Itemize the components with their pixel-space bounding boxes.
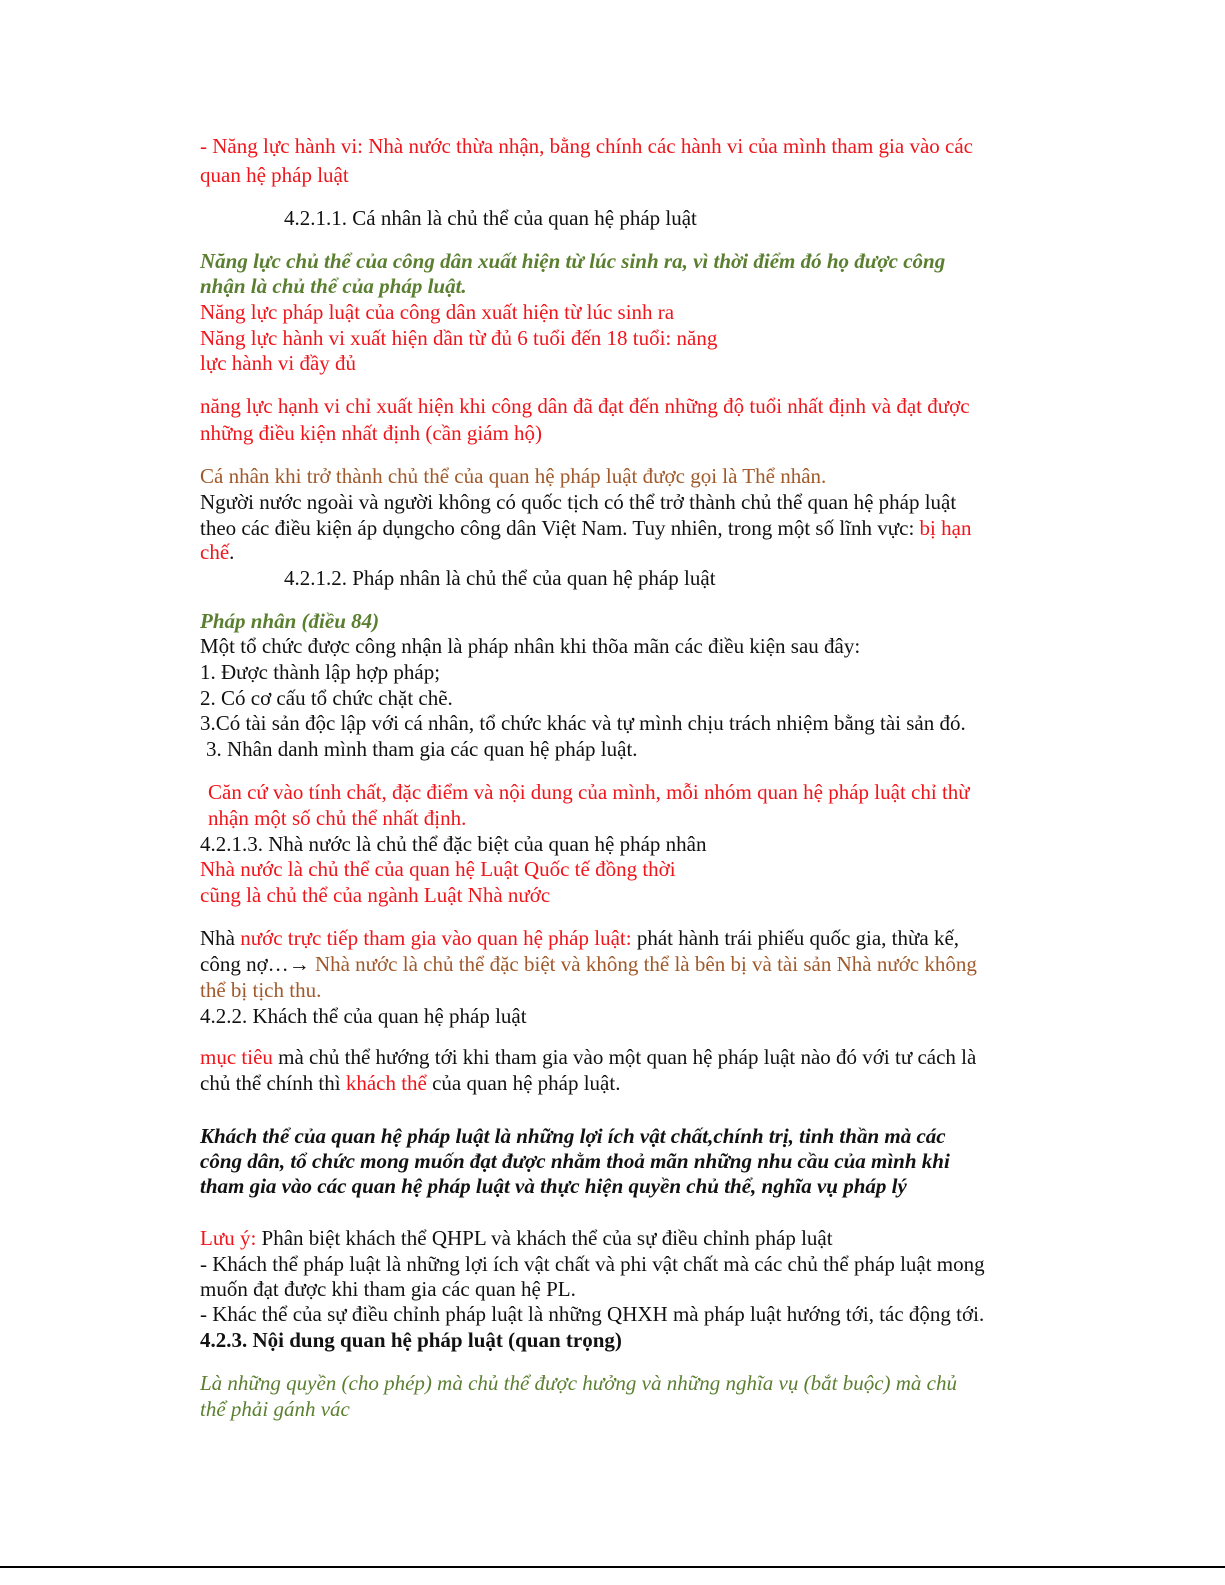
text-line: những điều kiện nhất định (cần giám hộ) xyxy=(200,421,543,445)
text-line: Căn cứ vào tính chất, đặc điểm và nội dung của mình, mỗi nhóm quan hệ pháp luật chỉ thừ xyxy=(208,780,970,804)
page-bottom-rule xyxy=(0,1566,1225,1568)
section-heading-4-2-1-3: 4.2.1.3. Nhà nước là chủ thể đặc biệt của quan hệ pháp nhân xyxy=(200,832,707,856)
section-heading-4-2-1-1: 4.2.1.1. Cá nhân là chủ thể của quan hệ pháp luật xyxy=(284,206,697,230)
text-line: Nhà nước là chủ thể của quan hệ Luật Quốc tế đồng thời xyxy=(200,857,676,881)
text-line: quan hệ pháp luật xyxy=(200,163,349,187)
text-line xyxy=(200,540,234,564)
text-line: Người nước ngoài và người không có quốc tịch có thể trở thành chủ thể quan hệ pháp luật xyxy=(200,490,957,514)
section-heading-4-2-2: 4.2.2. Khách thể của quan hệ pháp luật xyxy=(200,1004,527,1028)
text-span: Lưu ý: xyxy=(200,1226,257,1250)
text-span: chế xyxy=(200,540,230,564)
text-span: phát hành trái phiếu quốc gia, thừa kế, xyxy=(631,926,960,950)
text-line xyxy=(200,926,959,950)
emphasis-line: thể phải gánh vác xyxy=(200,1397,350,1421)
list-item: 3. Nhân danh mình tham gia các quan hệ pháp luật. xyxy=(206,737,638,761)
text-line: - Năng lực hành vi: Nhà nước thừa nhận, bằng chính các hành vi của mình tham gia vào các xyxy=(200,134,973,158)
text-line: Năng lực hành vi xuất hiện dần từ đủ 6 tuổi đến 18 tuổi: năng xyxy=(200,326,718,350)
text-line: thể bị tịch thu. xyxy=(200,978,322,1002)
text-line: năng lực hạnh vi chỉ xuất hiện khi công dân đã đạt đến những độ tuổi nhất định và đạt được xyxy=(200,394,970,418)
text-span: bị hạn xyxy=(919,516,972,540)
list-item: 1. Được thành lập hợp pháp; xyxy=(200,660,441,684)
text-span: nước trực tiếp tham gia vào quan hệ pháp luật: xyxy=(240,926,632,950)
emphasis-line: Năng lực chủ thể của công dân xuất hiện từ lúc sinh ra, vì thời điểm đó họ được công xyxy=(200,249,946,273)
text-span: theo các điều kiện áp dụngcho công dân Việt Nam. Tuy nhiên, trong một số lĩnh vực: xyxy=(200,516,920,540)
text-line: - Khác thể của sự điều chỉnh pháp luật là những QHXH mà pháp luật hướng tới, tác động tới. xyxy=(200,1302,985,1326)
text-span: Nhà xyxy=(200,926,241,950)
text-span: Phân biệt khách thể QHPL và khách thể của sự điều chỉnh pháp luật xyxy=(256,1226,833,1250)
text-line: Năng lực pháp luật của công dân xuất hiện từ lúc sinh ra xyxy=(200,300,675,324)
text-line xyxy=(200,1071,620,1095)
text-span: . xyxy=(229,540,235,564)
right-arrow-icon: → xyxy=(288,952,310,976)
list-item: 2. Có cơ cấu tổ chức chặt chẽ. xyxy=(200,686,453,710)
text-span: khách thể xyxy=(345,1071,427,1095)
text-line: Một tổ chức được công nhận là pháp nhân khi thõa mãn các điều kiện sau đây: xyxy=(200,634,861,658)
text-span: mà chủ thể hướng tới khi tham gia vào một quan hệ pháp luật nào đó với tư cách là xyxy=(272,1045,977,1069)
text-span: của quan hệ pháp luật. xyxy=(426,1071,621,1095)
text-span: công nợ… xyxy=(200,952,289,976)
text-line: muốn đạt được khi tham gia các quan hệ PL. xyxy=(200,1277,576,1301)
list-item: 3.Có tài sản độc lập với cá nhân, tổ chức khác và tự mình chịu trách nhiệm bằng tài sản đó. xyxy=(200,711,966,735)
text-line xyxy=(200,952,977,976)
text-span: chủ thể chính thì xyxy=(200,1071,346,1095)
text-line xyxy=(200,1226,833,1250)
emphasis-line: tham gia vào các quan hệ pháp luật và thực hiện quyền chủ thể, nghĩa vụ pháp lý xyxy=(200,1174,907,1198)
section-heading-4-2-3: 4.2.3. Nội dung quan hệ pháp luật (quan trọng) xyxy=(200,1328,622,1352)
emphasis-line: Pháp nhân (điều 84) xyxy=(200,609,380,633)
text-line: lực hành vi đầy đủ xyxy=(200,351,357,375)
emphasis-line: nhận là chủ thể của pháp luật. xyxy=(200,274,467,298)
text-line: - Khách thể pháp luật là những lợi ích vật chất và phi vật chất mà các chủ thể pháp luật mong xyxy=(200,1252,985,1276)
text-line: cũng là chủ thể của ngành Luật Nhà nước xyxy=(200,883,551,907)
text-line xyxy=(200,1045,976,1069)
section-heading-4-2-1-2: 4.2.1.2. Pháp nhân là chủ thể của quan hệ pháp luật xyxy=(284,566,716,590)
emphasis-line: Khách thể của quan hệ pháp luật là những lợi ích vật chất,chính trị, tinh thần mà các xyxy=(200,1124,946,1148)
text-line: Cá nhân khi trở thành chủ thể của quan hệ pháp luật được gọi là Thể nhân. xyxy=(200,464,827,488)
text-span: mục tiêu xyxy=(200,1045,273,1069)
text-span: Nhà nước là chủ thể đặc biệt và không thể là bên bị và tài sản Nhà nước không xyxy=(309,952,977,976)
text-line xyxy=(200,516,971,540)
emphasis-line: công dân, tổ chức mong muốn đạt được nhằm thoả mãn những nhu cầu của mình khi xyxy=(200,1149,950,1173)
emphasis-line: Là những quyền (cho phép) mà chủ thể được hưởng và những nghĩa vụ (bắt buộc) mà chủ xyxy=(200,1371,957,1395)
text-line: nhận một số chủ thể nhất định. xyxy=(208,806,467,830)
